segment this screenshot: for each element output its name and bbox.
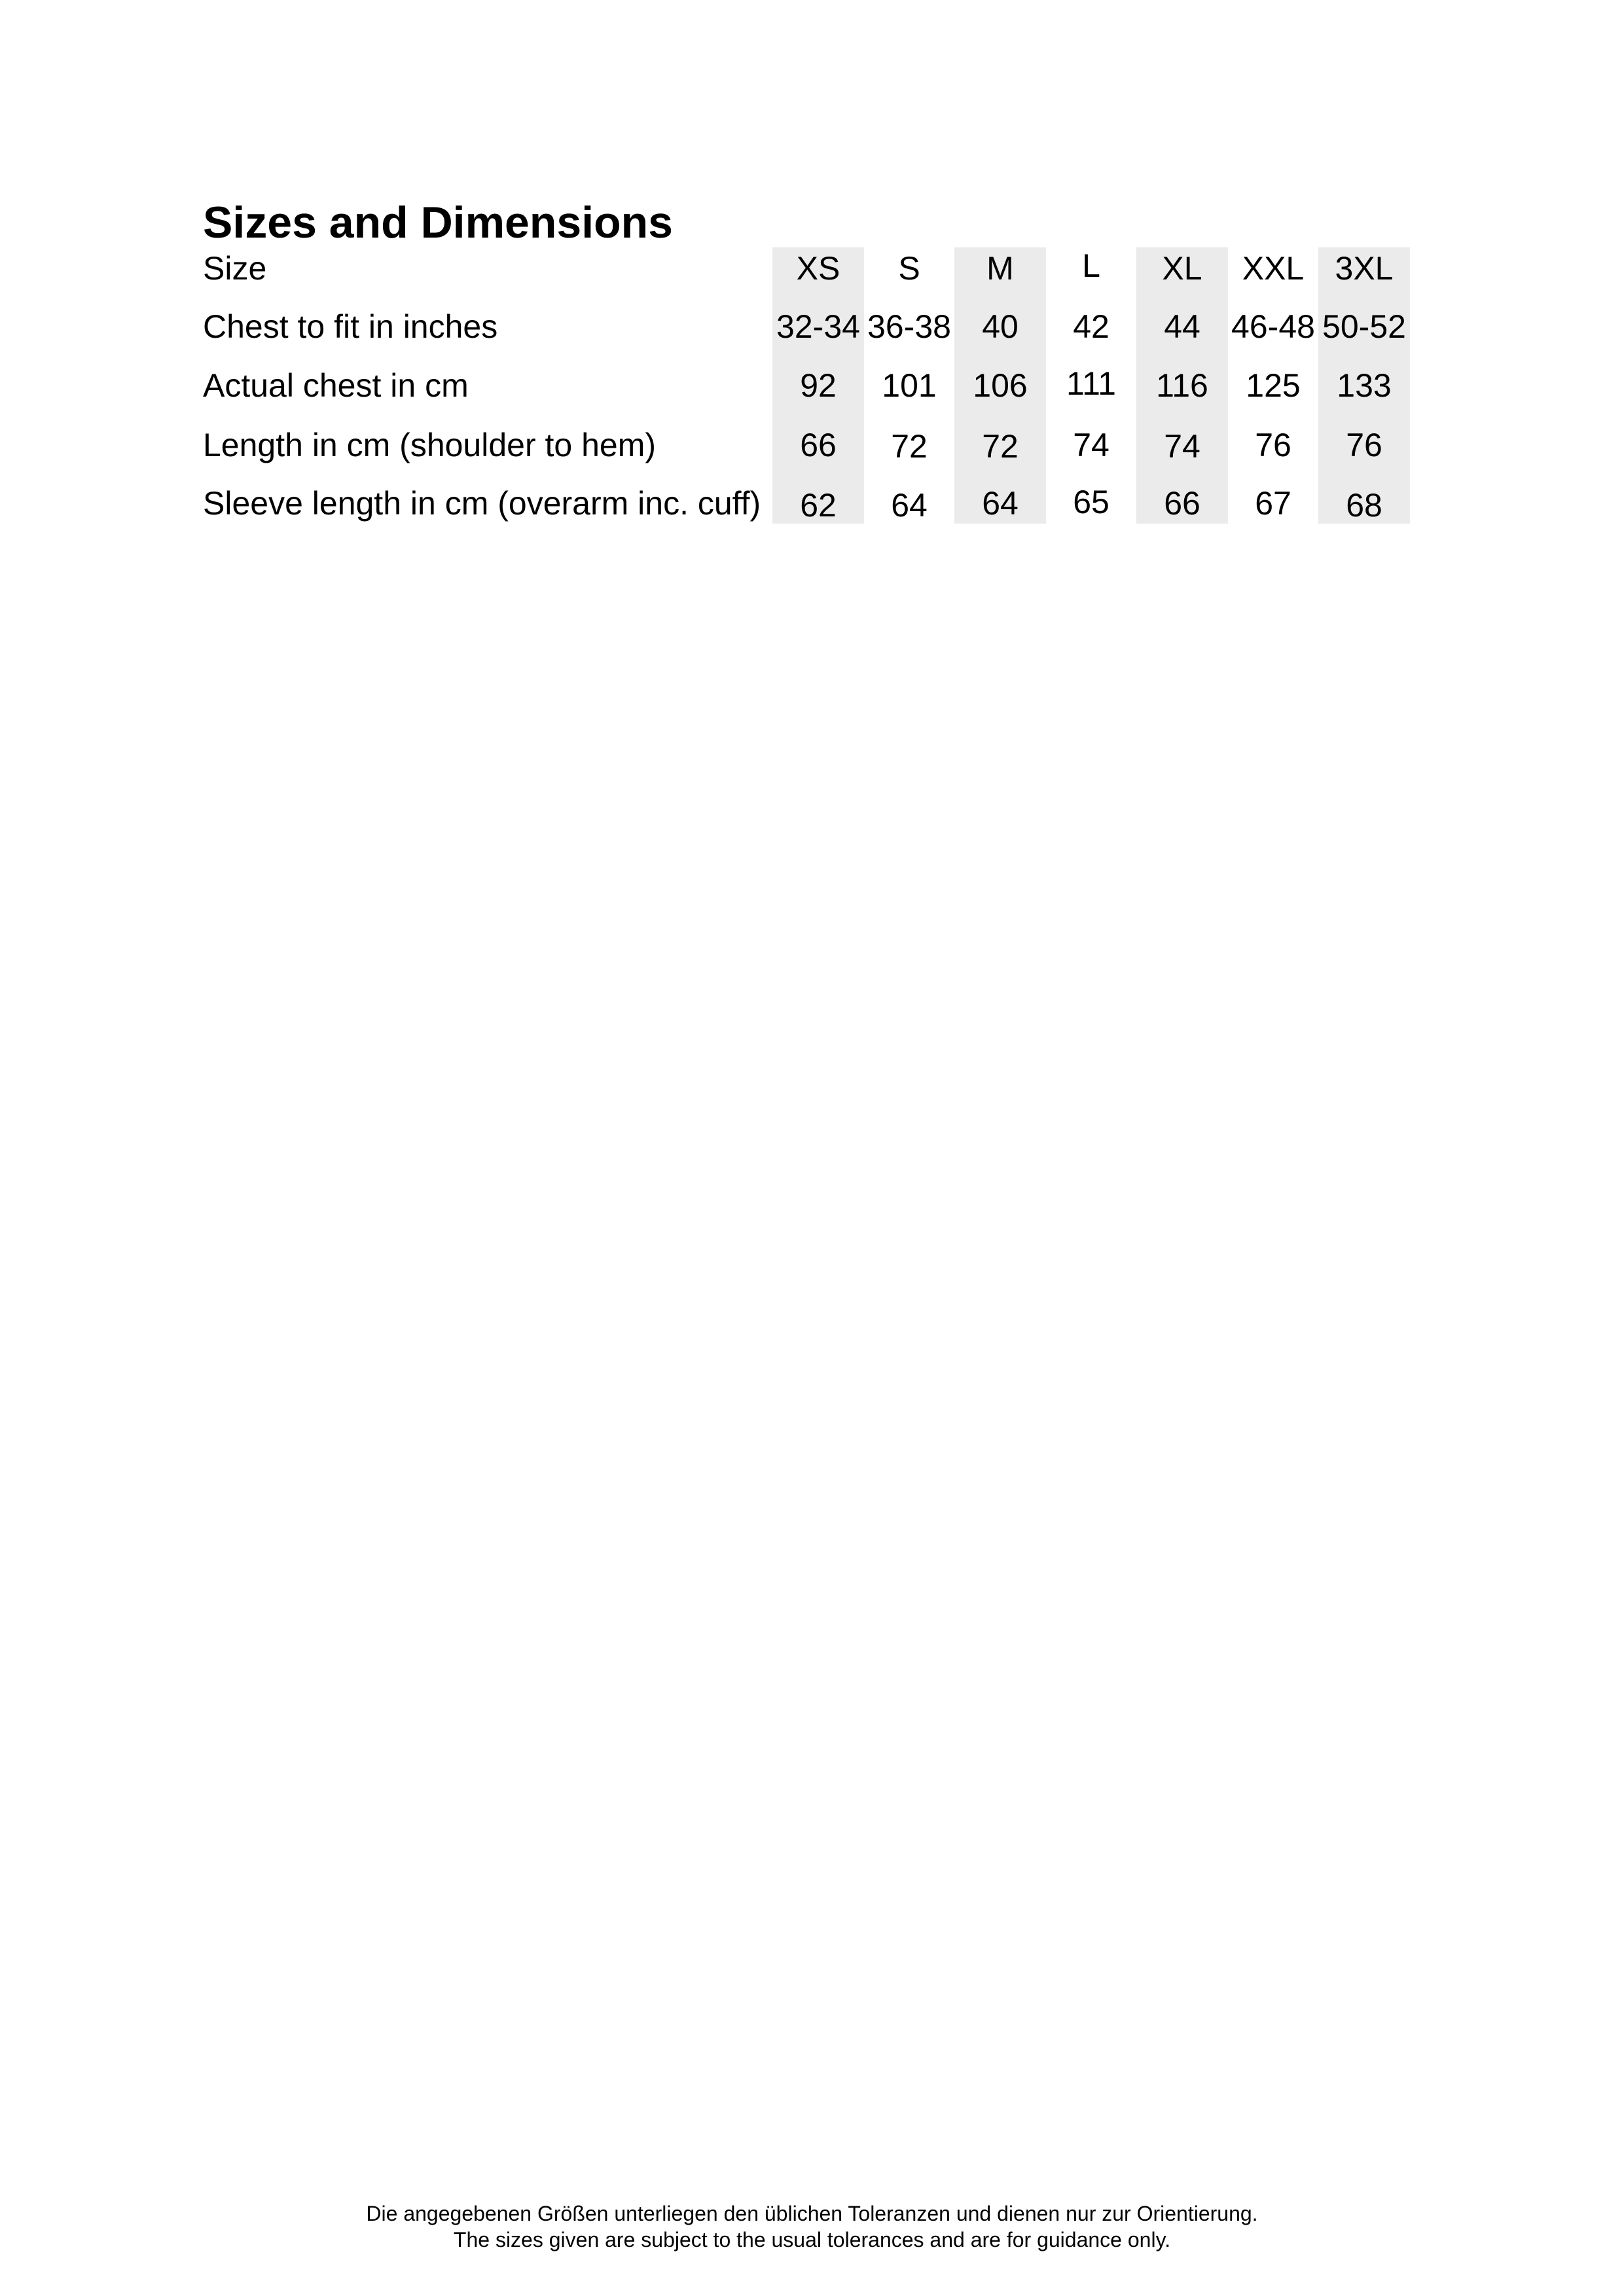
table-cell: 68 [1346,487,1382,524]
table-cell: 66 [1164,485,1200,522]
table-cell: 125 [1246,367,1301,404]
table-cell: 76 [1346,427,1382,463]
table-cell: 46-48 [1231,308,1315,345]
size-header-s: S [898,250,920,287]
table-cell: 64 [982,485,1019,522]
table-cell: 72 [891,428,928,465]
table-cell: 36-38 [867,308,951,345]
table-cell: 106 [973,367,1028,404]
row-label-actual-chest: Actual chest in cm [203,367,469,404]
size-header-m: M [986,250,1014,287]
table-cell: 133 [1337,367,1392,404]
row-label-chest-inches: Chest to fit in inches [203,308,498,345]
table-cell: 32-34 [776,308,860,345]
table-cell: 72 [982,428,1019,465]
size-header-xxl: XXL [1242,250,1305,287]
table-cell: 111 [1066,365,1116,402]
table-cell: 116 [1156,367,1208,404]
table-cell: 64 [891,487,928,524]
row-label-length: Length in cm (shoulder to hem) [203,427,657,463]
table-cell: 40 [982,308,1019,345]
table-cell: 76 [1255,427,1291,463]
row-label-sleeve-length: Sleeve length in cm (overarm inc. cuff) [203,485,761,522]
footer-note-german: Die angegebenen Größen unterliegen den üblichen Toleranzen und dienen nur zur Orientierung. [366,2202,1258,2225]
table-cell: 44 [1164,308,1200,345]
table-cell: 74 [1164,428,1200,465]
table-cell: 74 [1073,427,1110,463]
footer-note-english: The sizes given are subject to the usual tolerances and are for guidance only. [453,2228,1171,2251]
table-cell: 50-52 [1322,308,1406,345]
size-header-3xl: 3XL [1335,250,1394,287]
size-header-xl: XL [1162,250,1202,287]
table-cell: 92 [800,367,837,404]
table-cell: 67 [1255,485,1291,522]
size-header-l: L [1082,247,1100,284]
page-title: Sizes and Dimensions [203,198,673,247]
table-cell: 62 [800,487,837,524]
size-row-label: Size [203,250,267,287]
table-cell: 42 [1073,308,1110,345]
size-header-xs: XS [796,250,840,287]
table-cell: 65 [1073,484,1110,520]
table-cell: 66 [800,427,837,463]
table-cell: 101 [882,367,937,404]
